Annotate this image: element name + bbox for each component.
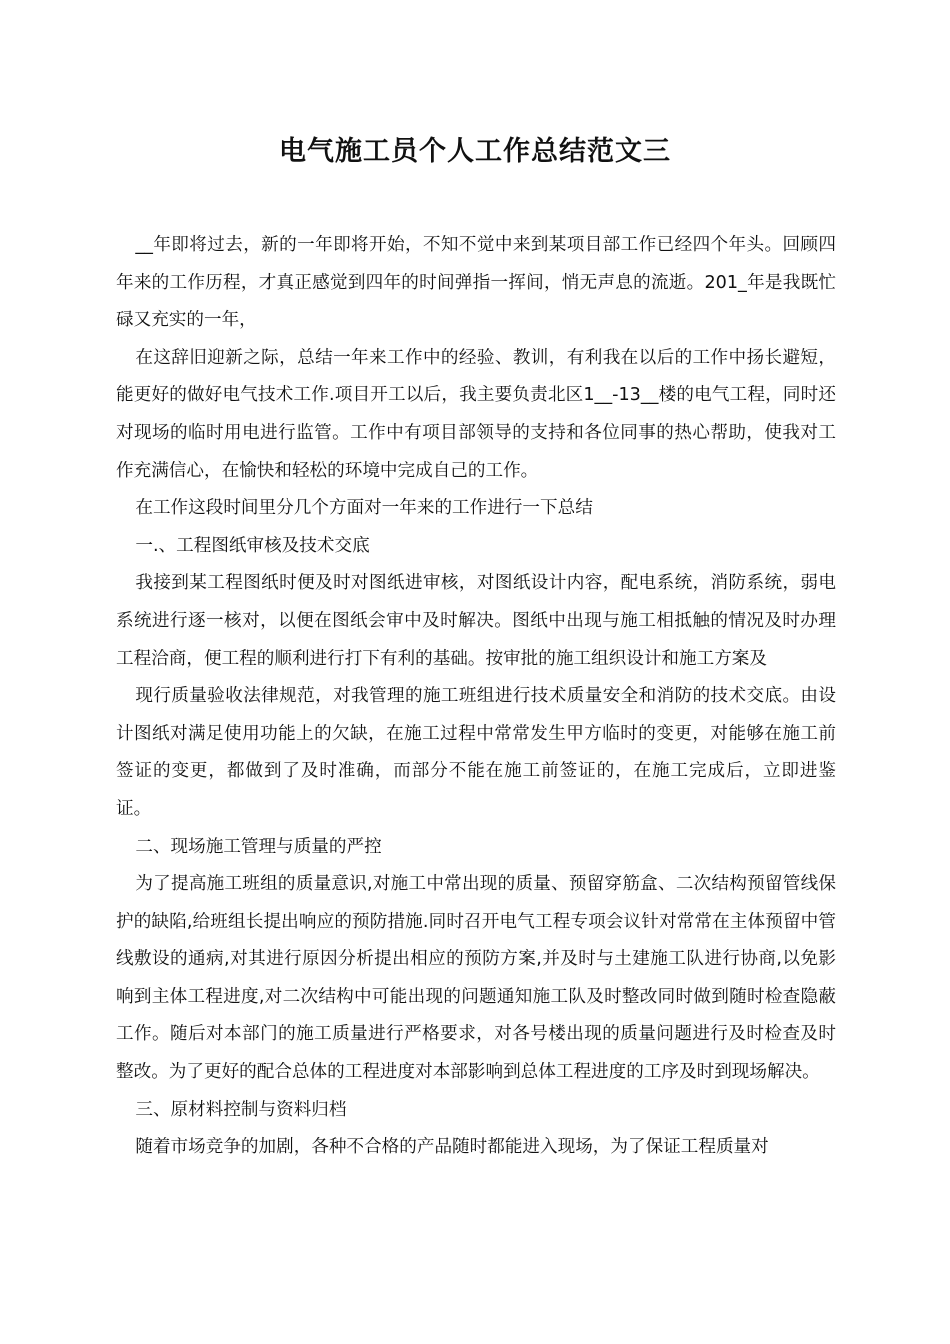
document-title: 电气施工员个人工作总结范文三 bbox=[279, 136, 671, 167]
document-body bbox=[116, 227, 836, 1167]
section-heading-3: 三、原材料控制与资料归档 bbox=[135, 1099, 347, 1120]
section-heading-2: 二、现场施工管理与质量的严控 bbox=[135, 836, 382, 857]
paragraph-drawing-review: 我接到某工程图纸时便及时对图纸进审核，对图纸设计内容，配电系统，消防系统，弱电系统进行逐一核对，以便在图纸会审中及时解决。图纸中出现与施工相抵触的情况及时办理工程洽商，便工程的顺利进行打下有利的基础。按审批的施工组织设计和施工方案及 bbox=[116, 573, 836, 669]
paragraph-materials: 随着市场竞争的加剧，各种不合格的产品随时都能进入现场，为了保证工程质量对 bbox=[135, 1137, 769, 1158]
paragraph-technical-briefing: 现行质量验收法律规范，对我管理的施工班组进行技术质量安全和消防的技术交底。由设计图纸对满足使用功能上的欠缺，在施工过程中常常发生甲方临时的变更，对能够在施工前签证的变更，都做到了及时准确，而部分不能在施工前签证的，在施工完成后，立即进鉴证。 bbox=[116, 686, 836, 819]
section-heading-1: 一.、工程图纸审核及技术交底 bbox=[135, 535, 370, 556]
paragraph-summary-lead: 在工作这段时间里分几个方面对一年来的工作进行一下总结 bbox=[135, 498, 593, 519]
paragraph-summary-purpose: 在这辞旧迎新之际，总结一年来工作中的经验、教训，有利我在以后的工作中扬长避短，能更好的做好电气技术工作.项目开工以后，我主要负责北区1__-13__楼的电气工程，同时还对现场的临时用电进行监管。工作中有项目部领导的支持和各位同事的热心帮助，使我对工作充满信心，在愉快和轻松的环境中完成自己的工作。 bbox=[116, 347, 836, 481]
paragraph-quality-control: 为了提高施工班组的质量意识,对施工中常出现的质量、预留穿筋盒、二次结构预留管线保护的缺陷,给班组长提出响应的预防措施.同时召开电气工程专项会议针对常常在主体预留中管线敷设的通病,对其进行原因分析提出相应的预防方案,并及时与土建施工队进行协商,以免影响到主体工程进度,对二次结构中可能出现的问题通知施工队及时整改同时做到随时检查隐蔽工作。随后对本部门的施工质量进行严格要求，对各号楼出现的质量问题进行及时检查及时整改。为了更好的配合总体的工程进度对本部影响到总体工程进度的工序及时到现场解决。 bbox=[116, 874, 836, 1083]
paragraph-intro: __年即将过去，新的一年即将开始，不知不觉中来到某项目部工作已经四个年头。回顾四年来的工作历程，才真正感觉到四年的时间弹指一挥间，悄无声息的流逝。201_年是我既忙碌又充实的一年， bbox=[116, 235, 836, 331]
